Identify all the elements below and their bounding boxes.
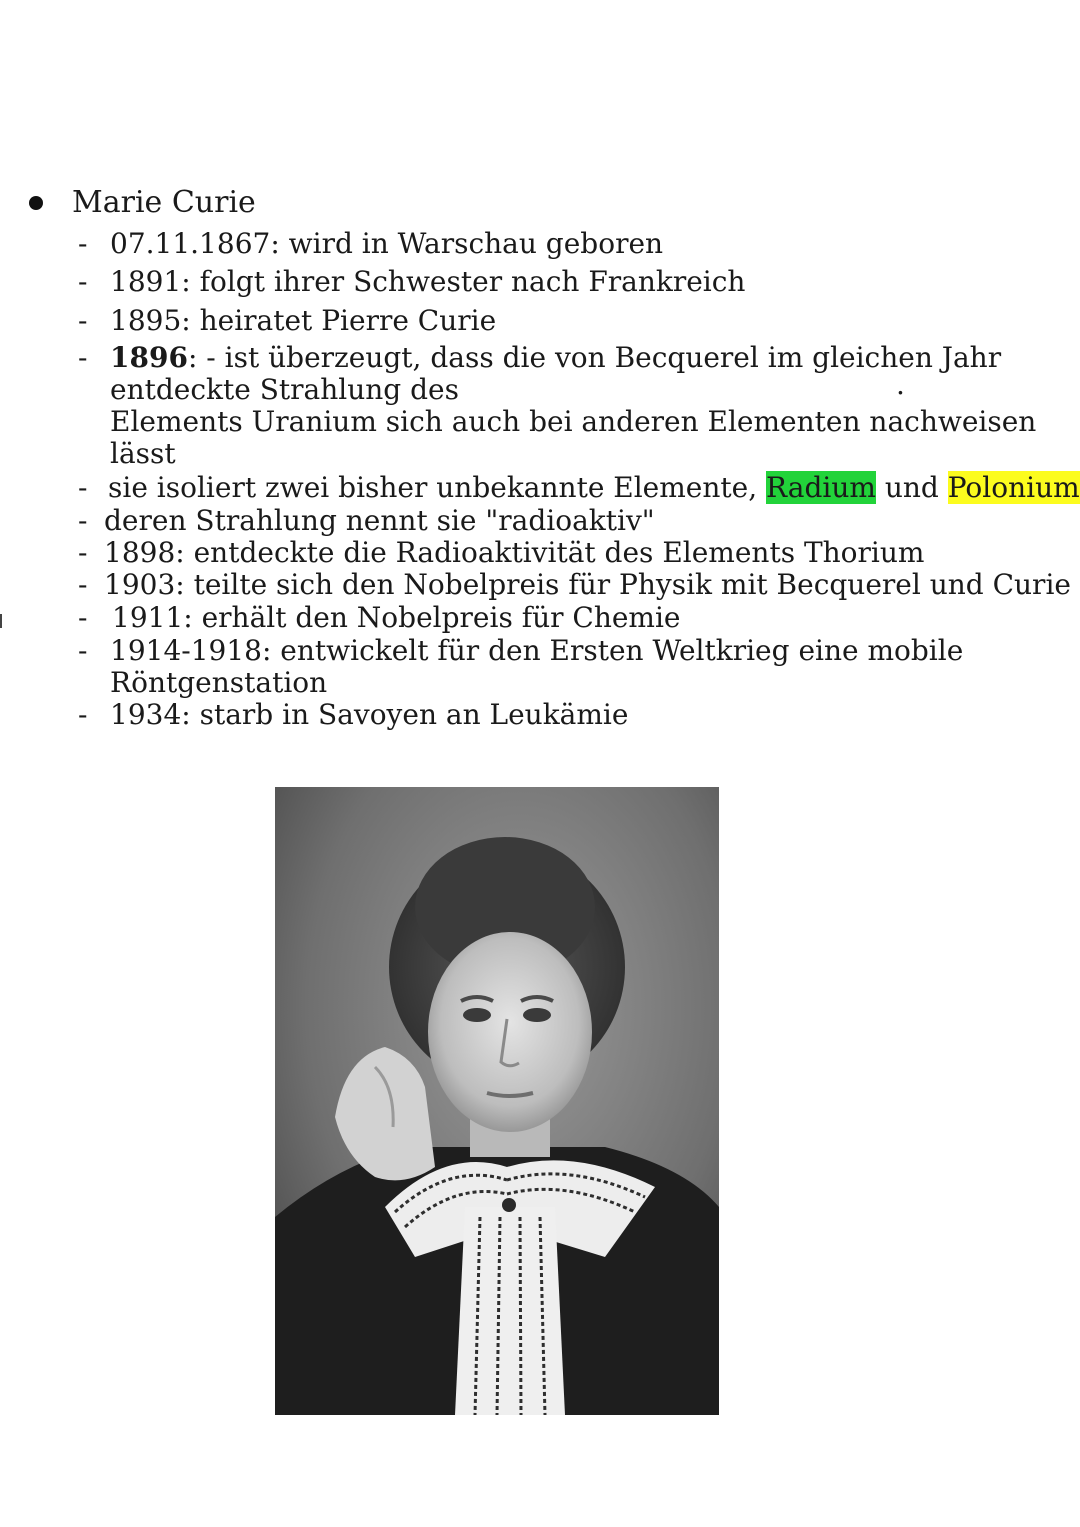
- list-dash: -: [78, 634, 88, 667]
- timeline-item: 1898: entdeckte die Radioaktivität des Elements Thorium: [104, 536, 925, 569]
- portrait-icon: [275, 787, 719, 1415]
- timeline-item: deren Strahlung nennt sie "radioaktiv": [104, 504, 655, 537]
- list-dash: -: [78, 536, 88, 569]
- list-dash: -: [78, 265, 88, 298]
- highlight-polonium: Polonium: [947, 471, 1080, 504]
- timeline-text: und: [875, 471, 948, 504]
- timeline-item: 1895: heiratet Pierre Curie: [110, 304, 497, 337]
- list-dash: -: [78, 568, 88, 601]
- timeline-item: 1903: teilte sich den Nobelpreis für Physik mit Becquerel und Curie: [104, 568, 1071, 601]
- timeline-item: 1914-1918: entwickelt für den Ersten Weltkrieg eine mobile: [110, 634, 964, 667]
- highlight-radium: Radium: [766, 471, 876, 504]
- list-dash: -: [78, 341, 88, 374]
- timeline-item: 07.11.1867: wird in Warschau geboren: [110, 227, 664, 260]
- timeline-item: 1911: erhält den Nobelpreis für Chemie: [112, 601, 681, 634]
- timeline-text: : - ist überzeugt, dass die von Becquerel im gleichen Jahr: [187, 341, 1002, 374]
- timeline-item-1896: [110, 341, 1001, 374]
- list-dash: -: [78, 698, 88, 731]
- list-dash: -: [78, 504, 88, 537]
- list-dash: -: [78, 471, 88, 504]
- year-1896: 1896: [110, 341, 188, 374]
- section-heading: Marie Curie: [72, 185, 256, 220]
- timeline-continuation: entdeckte Strahlung des: [110, 373, 459, 406]
- timeline-continuation: Röntgenstation: [110, 666, 328, 699]
- timeline-continuation: Elements Uranium sich auch bei anderen Elementen nachweisen: [110, 405, 1037, 438]
- timeline-text: sie isoliert zwei bisher unbekannte Elemente,: [108, 471, 767, 504]
- bullet-icon: [29, 196, 43, 210]
- list-dash: -: [78, 601, 88, 634]
- timeline-item-elements: [108, 471, 1080, 504]
- list-dash: -: [78, 304, 88, 337]
- list-dash: -: [78, 227, 88, 260]
- timeline-continuation: lässt: [110, 437, 176, 470]
- portrait-photo: [275, 787, 719, 1415]
- timeline-item: 1891: folgt ihrer Schwester nach Frankreich: [110, 265, 746, 298]
- timeline-item: 1934: starb in Savoyen an Leukämie: [110, 698, 629, 731]
- stray-dot: .: [896, 368, 905, 401]
- page-edge-mark: [0, 614, 2, 628]
